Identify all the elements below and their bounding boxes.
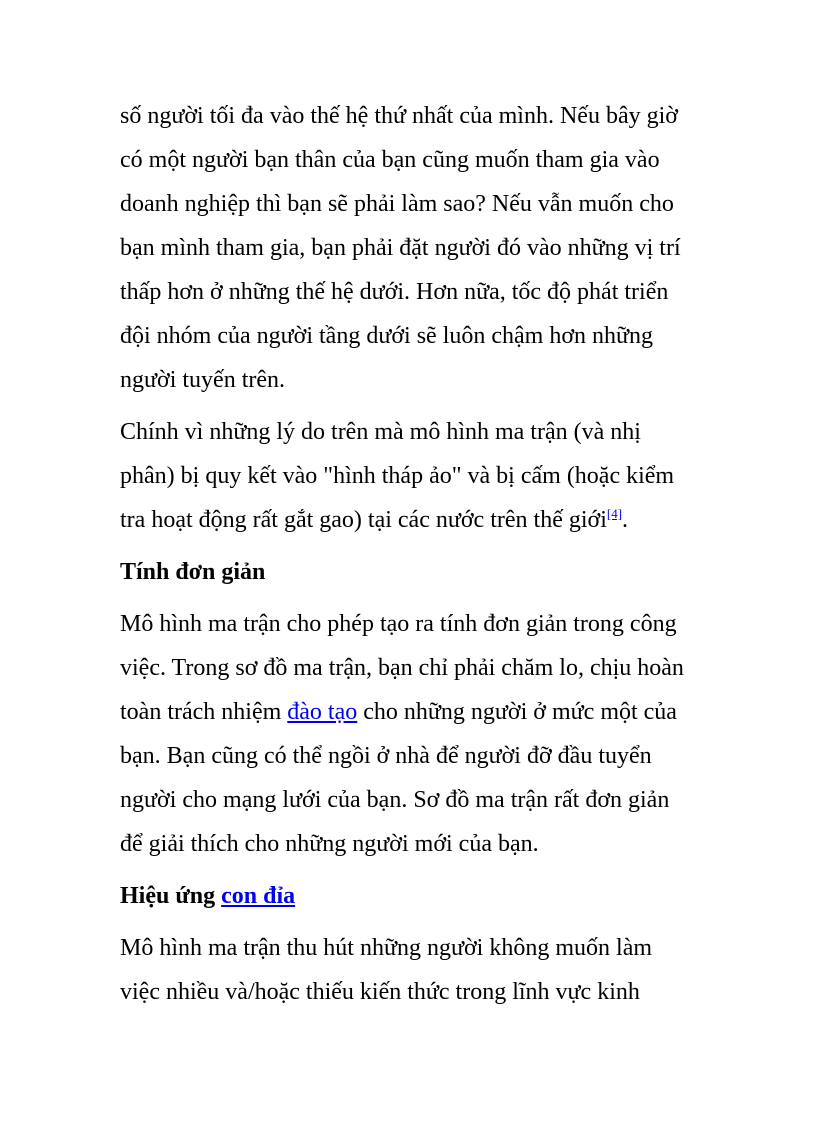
paragraph-1 [120, 94, 700, 402]
paragraph-line: doanh nghiệp thì bạn sẽ phải làm sao? Nếu vẫn muốn cho [120, 191, 674, 217]
paragraph-line: để giải thích cho những người mới của bạn. [120, 831, 539, 857]
paragraph-line-end: . [622, 507, 629, 533]
paragraph-line: số người tối đa vào thế hệ thứ nhất của mình. Nếu bây giờ [120, 103, 678, 129]
paragraph-line: thấp hơn ở những thế hệ dưới. Hơn nữa, tốc độ phát triển [120, 279, 669, 305]
link-dao-tao[interactable]: đào tạo [287, 699, 358, 725]
paragraph-line: Chính vì những lý do trên mà mô hình ma trận (và nhị [120, 419, 641, 445]
section-heading-leech-effect [120, 874, 700, 918]
paragraph-line: việc. Trong sơ đồ ma trận, bạn chỉ phải chăm lo, chịu hoàn [120, 655, 684, 681]
paragraph-line: phân) bị quy kết vào "hình tháp ảo" và bị cấm (hoặc kiểm [120, 463, 675, 489]
paragraph-line-text: tra hoạt động rất gắt gao) tại các nước trên thế giới [120, 507, 607, 533]
paragraph-line-text: cho những người ở mức một của [357, 699, 677, 725]
paragraph-spacer [120, 542, 700, 550]
paragraph-line: người tuyến trên. [120, 367, 285, 393]
paragraph-line: Mô hình ma trận cho phép tạo ra tính đơn giản trong công [120, 611, 677, 637]
paragraph-line: việc nhiều và/hoặc thiếu kiến thức trong lĩnh vực kinh [120, 979, 640, 1005]
citation-link-4[interactable]: [4] [606, 506, 623, 521]
paragraph-spacer [120, 594, 700, 602]
section-heading-simplicity: Tính đơn giản [120, 559, 266, 585]
paragraph-spacer [120, 918, 700, 926]
paragraph-line: người cho mạng lưới của bạn. Sơ đồ ma trận rất đơn giản [120, 787, 670, 813]
link-con-dia[interactable]: con đỉa [221, 883, 296, 909]
paragraph-line: bạn. Bạn cũng có thể ngồi ở nhà để người đỡ đầu tuyển [120, 743, 652, 769]
paragraph-spacer [120, 866, 700, 874]
paragraph-3 [120, 602, 700, 866]
heading-text: Hiệu ứng [120, 883, 222, 909]
paragraph-line: có một người bạn thân của bạn cũng muốn tham gia vào [120, 147, 660, 173]
paragraph-line: Mô hình ma trận thu hút những người không muốn làm [120, 935, 653, 961]
paragraph-line [120, 498, 700, 542]
paragraph-4 [120, 926, 700, 1014]
paragraph-line [120, 690, 700, 734]
document-page [120, 94, 700, 1014]
paragraph-line: bạn mình tham gia, bạn phải đặt người đó vào những vị trí [120, 235, 681, 261]
paragraph-2 [120, 410, 700, 542]
paragraph-spacer [120, 402, 700, 410]
citation-ref [607, 506, 622, 521]
paragraph-line: đội nhóm của người tầng dưới sẽ luôn chậm hơn những [120, 323, 654, 349]
paragraph-line-text: toàn trách nhiệm [120, 699, 288, 725]
